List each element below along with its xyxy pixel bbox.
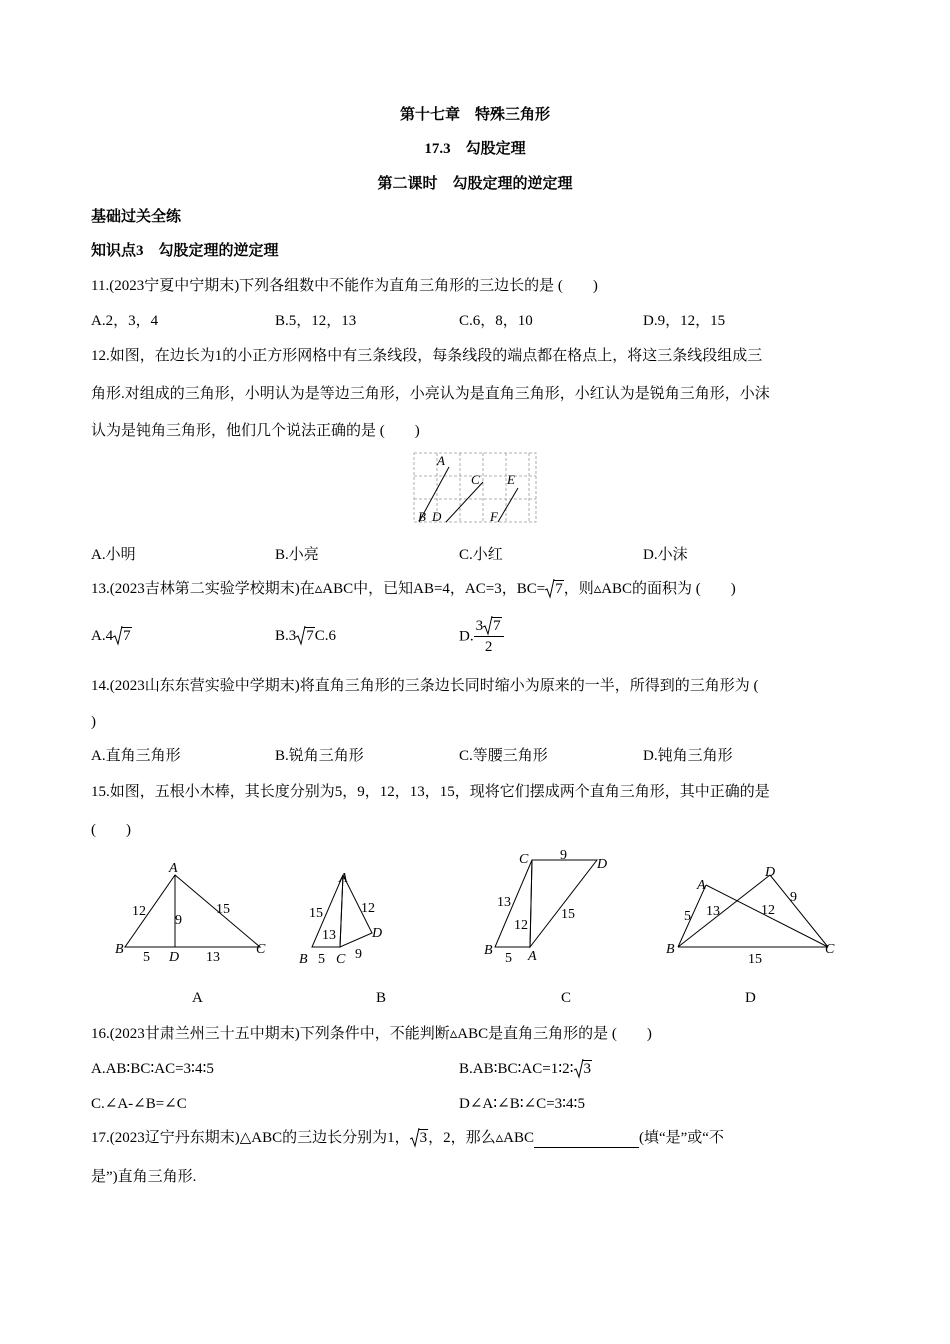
figD-point: D <box>765 865 776 880</box>
q12-option-b[interactable]: B.小亮 <box>275 547 319 563</box>
q15-line1: 15.如图，五根小木棒，其长度分别为5，9，12，13，15，现将它们摆成两个直角三角形，其中正确的是 <box>91 784 770 800</box>
figA-point: D <box>169 950 180 965</box>
q16-stem: 16.(2023甘肃兰州三十五中期末)下列条件中，不能判断▵ABC是直角三角形的是 ( ) <box>91 1026 652 1042</box>
figD-length: 5 <box>684 909 691 924</box>
q11-option-b[interactable]: B.5，12，13 <box>275 313 357 329</box>
sqrt-symbol <box>113 626 132 646</box>
q13-option-a-radicand: 7 <box>123 628 131 644</box>
q13-radicand: 7 <box>555 581 563 597</box>
sqrt-symbol <box>574 1059 593 1079</box>
q16-option-b-text: B.AB∶BC∶AC=1∶2∶ <box>459 1061 574 1077</box>
figB-length: 5 <box>318 952 325 967</box>
figA-length: 12 <box>132 904 146 919</box>
figC-point: B <box>484 943 493 958</box>
q13-stem-b: ，则▵ABC的面积为 ( ) <box>563 581 736 597</box>
chapter-title: 第十七章 特殊三角形 <box>399 107 550 123</box>
q16-option-c[interactable]: C.∠A-∠B=∠C <box>91 1096 187 1112</box>
grid-label: B <box>418 509 426 524</box>
q17-stem <box>91 1128 861 1148</box>
sqrt-symbol <box>483 616 502 636</box>
fraction <box>474 616 504 657</box>
q14-line1: 14.(2023山东东营实验中学期末)将直角三角形的三条边长同时缩小为原来的一半，所得到的三角形为 ( <box>91 678 759 694</box>
figB-length: 12 <box>361 901 375 916</box>
q14-option-c[interactable]: C.等腰三角形 <box>459 748 548 764</box>
q16-option-a[interactable]: A.AB∶BC∶AC=3∶4∶5 <box>91 1061 214 1077</box>
sqrt-symbol <box>296 626 315 646</box>
section-title-text: 17.3 勾股定理 <box>424 141 526 157</box>
q13-option-b-text: B.3 <box>275 628 297 644</box>
figC-length: 12 <box>514 918 528 933</box>
figD-point: C <box>825 942 835 957</box>
q13-option-b-radicand: 7 <box>306 628 314 644</box>
segment-ef <box>498 488 518 522</box>
q16-option-b[interactable] <box>459 1059 592 1079</box>
q15-caption-c[interactable]: C <box>561 990 572 1006</box>
figA-length: 15 <box>216 902 230 917</box>
lesson-title: 第二课时 勾股定理的逆定理 <box>377 176 573 192</box>
figB-point: D <box>372 926 383 941</box>
grid-label: A <box>437 453 445 468</box>
numerator-radicand: 7 <box>493 618 501 634</box>
fraction-denominator: 2 <box>484 639 493 655</box>
q11-stem: 11.(2023宁夏中宁期末)下列各组数中不能作为直角三角形的三边长的是 ( ) <box>91 278 598 294</box>
q15-figures <box>100 845 860 975</box>
figD-point: A <box>697 878 706 893</box>
figD-length: 13 <box>706 904 720 919</box>
q12-line1: 12.如图，在边长为1的小正方形网格中有三条线段，每条线段的端点都在格点上，将这三条线段组成三 <box>91 348 763 364</box>
figB-point: B <box>299 952 308 967</box>
figD-length: 9 <box>790 890 797 905</box>
q17-stem-b: ，2，那么▵ABC <box>428 1130 534 1146</box>
q13-option-c[interactable]: C.6 <box>314 628 337 644</box>
grid-label: F <box>490 509 498 524</box>
q13-stem <box>91 579 861 599</box>
q11-option-d[interactable]: D.9，12，15 <box>643 313 726 329</box>
q14-line2: ) <box>91 714 96 730</box>
figC-length: 9 <box>560 848 567 863</box>
q16-option-d[interactable]: D∠A∶∠B∶∠C=3∶4∶5 <box>459 1096 585 1112</box>
q12-option-a[interactable]: A.小明 <box>91 547 136 563</box>
q12-grid-figure <box>412 451 538 525</box>
q13-option-b[interactable] <box>275 626 336 646</box>
q15-caption-a[interactable]: A <box>192 990 203 1006</box>
fraction-numerator <box>474 616 504 637</box>
q12-line3: 认为是钝角三角形，他们几个说法正确的是 ( ) <box>91 423 420 439</box>
q12-option-d[interactable]: D.小沫 <box>643 547 688 563</box>
q12-line2: 角形.对组成的三角形，小明认为是等边三角形，小亮认为是直角三角形，小红认为是锐角三角形，小沫 <box>91 386 770 402</box>
segment-cd <box>446 482 483 522</box>
sqrt-symbol <box>410 1128 429 1148</box>
q15-caption-b[interactable]: B <box>376 990 387 1006</box>
figC-length: 13 <box>497 895 511 910</box>
figA-point: A <box>169 861 178 876</box>
figD-point: B <box>666 942 675 957</box>
grid-label: E <box>507 472 515 487</box>
numerator-coef: 3 <box>475 618 484 634</box>
figD-ba <box>678 885 706 947</box>
figB-length: 15 <box>309 906 323 921</box>
figD-length: 15 <box>748 952 762 967</box>
q11-option-a[interactable]: A.2，3，4 <box>91 313 159 329</box>
q17-stem-c: (填“是”或“不 <box>639 1130 724 1146</box>
figC-triangle-cda <box>530 860 597 947</box>
q13-option-a-text: A.4 <box>91 628 114 644</box>
figB-point: C <box>336 952 346 967</box>
q17-stem-a: 17.(2023辽宁丹东期末)△ABC的三边长分别为1， <box>91 1130 410 1146</box>
q13-option-d-text: D. <box>459 628 474 645</box>
section-title <box>0 137 950 158</box>
figB-length: 9 <box>355 947 362 962</box>
q13-option-d[interactable] <box>459 616 504 657</box>
knowledge-point: 知识点3 勾股定理的逆定理 <box>91 243 279 259</box>
figC-point: D <box>597 857 608 872</box>
q17-line2: 是”)直角三角形. <box>91 1169 197 1185</box>
figA-length: 5 <box>143 950 150 965</box>
figA-point: C <box>256 942 266 957</box>
sqrt-symbol <box>545 579 564 599</box>
figC-length: 5 <box>505 951 512 966</box>
practice-title: 基础过关全练 <box>91 209 182 225</box>
q14-option-b[interactable]: B.锐角三角形 <box>275 748 364 764</box>
figD-dc <box>770 875 828 947</box>
figB-length: 13 <box>322 928 336 943</box>
figB-point: A <box>339 871 348 886</box>
q13-option-a[interactable] <box>91 626 132 646</box>
q17-answer-blank[interactable] <box>534 1131 639 1148</box>
figD-length: 12 <box>761 903 775 918</box>
grid-label: C <box>471 472 480 487</box>
figA-length: 9 <box>175 913 182 928</box>
figC-length: 15 <box>561 907 575 922</box>
q17-radicand: 3 <box>419 1130 428 1146</box>
q14-option-a[interactable]: A.直角三角形 <box>91 748 181 764</box>
grid-label: D <box>432 509 442 524</box>
q12-option-c[interactable]: C.小红 <box>459 547 503 563</box>
q14-option-d[interactable]: D.钝角三角形 <box>643 748 733 764</box>
figA-length: 13 <box>206 950 220 965</box>
q15-caption-d[interactable]: D <box>745 990 756 1006</box>
figC-point: A <box>528 949 537 964</box>
q13-stem-a: 13.(2023吉林第二实验学校期末)在▵ABC中，已知AB=4，AC=3，BC= <box>91 581 546 597</box>
figA-point: B <box>115 942 124 957</box>
q16-option-b-radicand: 3 <box>583 1061 592 1077</box>
figC-point: C <box>519 852 529 867</box>
q15-line2: ( ) <box>91 822 131 838</box>
q11-option-c[interactable]: C.6，8，10 <box>459 313 533 329</box>
